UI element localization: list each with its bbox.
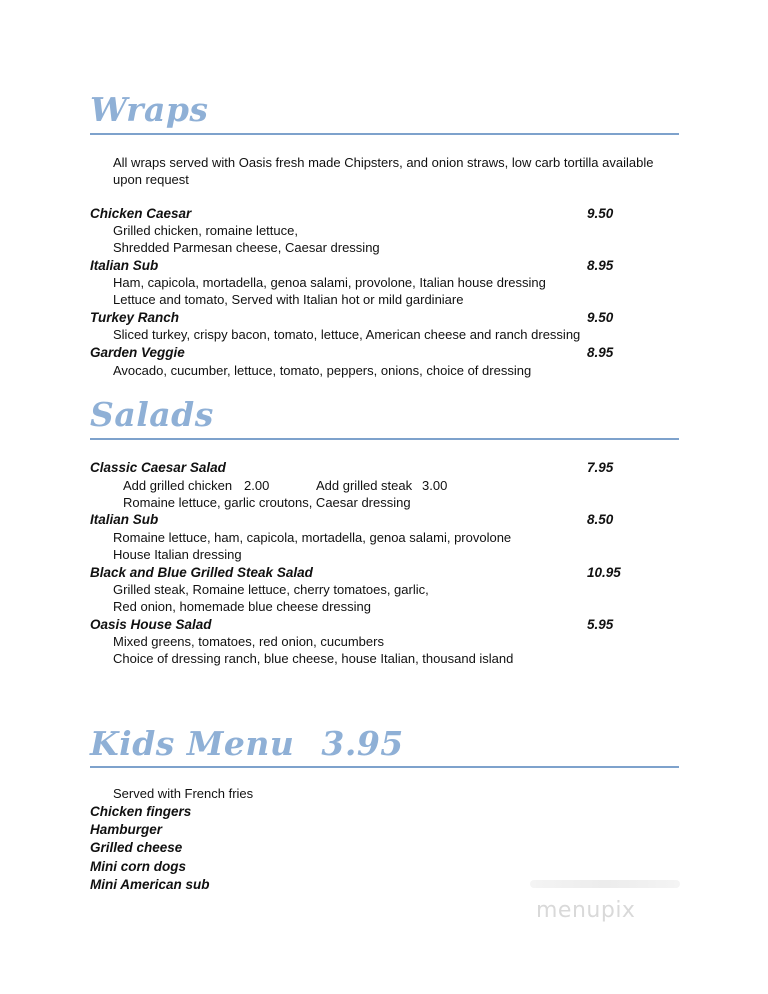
salad-item-desc: Red onion, homemade blue cheese dressing (113, 599, 372, 614)
wraps-rule (90, 133, 679, 135)
wrap-item-name: Garden Veggie (90, 345, 185, 360)
addon-price: 2.00 (244, 478, 270, 493)
kids-item: Mini corn dogs (90, 859, 186, 874)
kids-menu-title: Kids Menu (90, 724, 295, 763)
wrap-item-desc: Grilled chicken, romaine lettuce, (113, 223, 298, 238)
wrap-item-price: 9.50 (587, 310, 614, 325)
kids-item: Grilled cheese (90, 840, 183, 855)
wrap-item-desc: Shredded Parmesan cheese, Caesar dressing (113, 240, 380, 255)
salads-rule (90, 438, 679, 440)
kids-item: Mini American sub (90, 877, 210, 892)
salad-item-name: Italian Sub (90, 512, 159, 527)
kids-menu-price: 3.95 (321, 724, 404, 763)
watermark-bar (530, 880, 680, 888)
salad-item-desc: Romaine lettuce, ham, capicola, mortadella, genoa salami, provolone (113, 530, 512, 545)
salads-heading: Salads (90, 395, 214, 434)
salad-item-name: Oasis House Salad (90, 617, 212, 632)
kids-menu-heading (90, 724, 404, 763)
salad-item-name: Classic Caesar Salad (90, 460, 226, 475)
addon-price: 3.00 (422, 478, 448, 493)
salad-item-desc: Romaine lettuce, garlic croutons, Caesar dressing (123, 495, 411, 510)
addon-label: Add grilled chicken (123, 478, 233, 493)
wrap-item-name: Chicken Caesar (90, 206, 192, 221)
salad-item-price: 7.95 (587, 460, 614, 475)
salad-item-price: 8.50 (587, 512, 614, 527)
kids-rule (90, 766, 679, 768)
salad-item-desc: Mixed greens, tomatoes, red onion, cucumbers (113, 634, 384, 649)
salad-item-desc: Grilled steak, Romaine lettuce, cherry tomatoes, garlic, (113, 582, 429, 597)
salad-item-desc: Choice of dressing ranch, blue cheese, house Italian, thousand island (113, 651, 514, 666)
wrap-item-price: 8.95 (587, 345, 614, 360)
wrap-item-desc: Sliced turkey, crispy bacon, tomato, lettuce, American cheese and ranch dressing (113, 327, 581, 342)
kids-note: Served with French fries (113, 786, 254, 801)
watermark-logo: menupix (536, 898, 636, 923)
salad-item-price: 10.95 (587, 565, 621, 580)
salad-item-desc: House Italian dressing (113, 547, 242, 562)
wrap-item-desc: Ham, capicola, mortadella, genoa salami, provolone, Italian house dressing (113, 275, 546, 290)
wrap-item-desc: Avocado, cucumber, lettuce, tomato, peppers, onions, choice of dressing (113, 363, 532, 378)
wrap-item-price: 8.95 (587, 258, 614, 273)
wrap-item-name: Italian Sub (90, 258, 159, 273)
wrap-item-name: Turkey Ranch (90, 310, 180, 325)
kids-item: Hamburger (90, 822, 163, 837)
salad-item-name: Black and Blue Grilled Steak Salad (90, 565, 313, 580)
wraps-heading: Wraps (90, 90, 209, 129)
wrap-item-desc: Lettuce and tomato, Served with Italian hot or mild gardiniare (113, 292, 464, 307)
addon-label: Add grilled steak (316, 478, 413, 493)
wrap-item-price: 9.50 (587, 206, 614, 221)
salad-item-price: 5.95 (587, 617, 614, 632)
kids-item: Chicken fingers (90, 804, 192, 819)
wraps-intro: All wraps served with Oasis fresh made Chipsters, and onion straws, low carb tortilla available upon request (113, 155, 654, 187)
